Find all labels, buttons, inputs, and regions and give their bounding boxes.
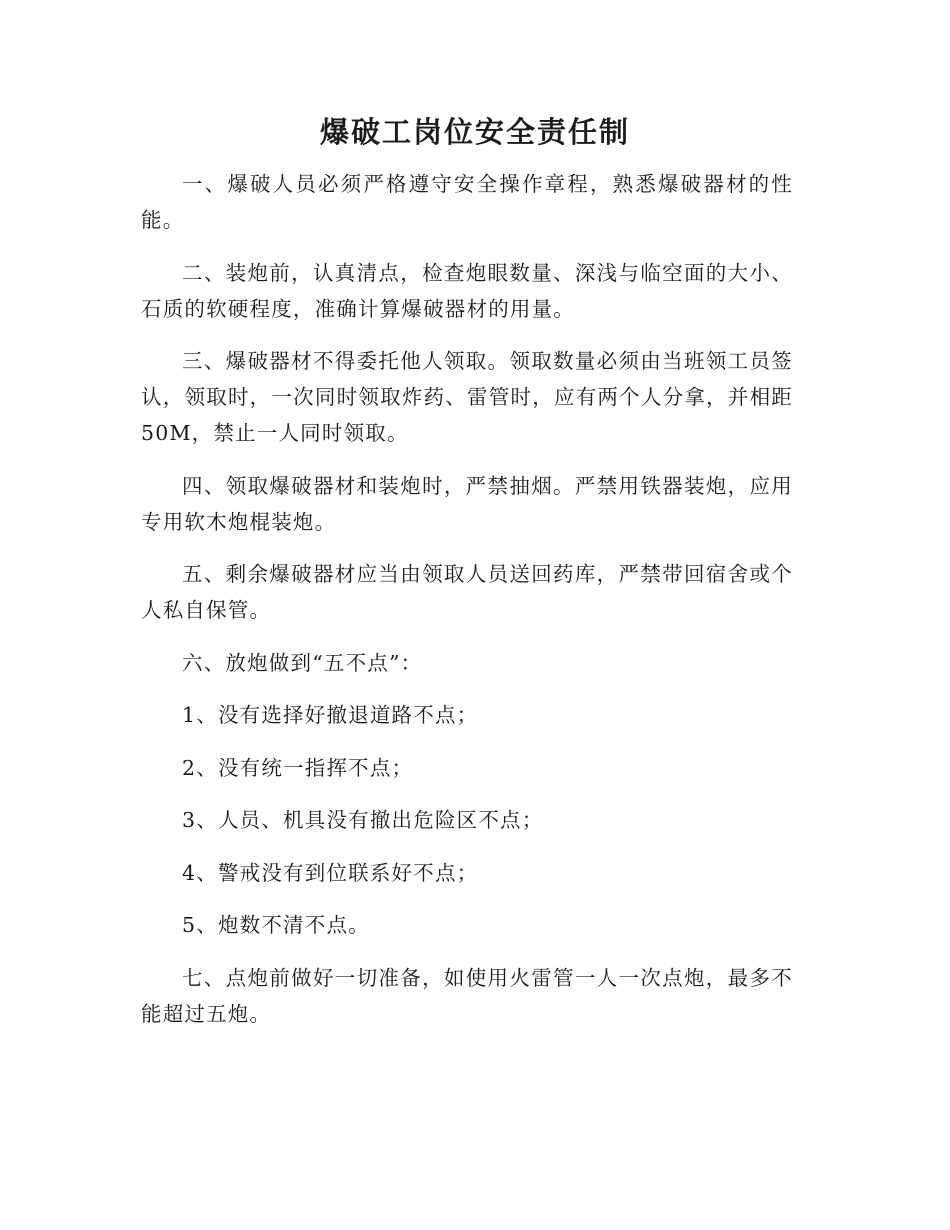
paragraph-3: 三、爆破器材不得委托他人领取。领取数量必须由当班领工员签认，领取时，一次同时领取炸药、雷管时，应有两个人分拿，并相距50M，禁止一人同时领取。 — [141, 349, 793, 445]
document-title: 爆破工岗位安全责任制 — [319, 115, 630, 149]
list-item-1: 1、没有选择好撤退道路不点； — [182, 703, 479, 727]
paragraph-5: 五、剩余爆破器材应当由领取人员送回药库，严禁带回宿舍或个人私自保管。 — [141, 562, 793, 622]
document-body — [141, 166, 793, 1048]
list-item-4: 4、警戒没有到位联系好不点； — [182, 860, 479, 885]
paragraph-1: 一、爆破人员必须严格遵守安全操作章程，熟悉爆破器材的性能。 — [141, 172, 793, 232]
list-item-3: 3、人员、机具没有撤出危险区不点； — [182, 808, 544, 832]
list-item-2: 2、没有统一指挥不点； — [182, 755, 414, 780]
paragraph-4: 四、领取爆破器材和装炮时，严禁抽烟。严禁用铁器装炮，应用专用软木炮棍装炮。 — [141, 473, 793, 534]
paragraph-6: 六、放炮做到“五不点”： — [182, 650, 423, 675]
paragraph-2: 二、装炮前，认真清点，检查炮眼数量、深浅与临空面的大小、石质的软硬程度，准确计算爆破器材的用量。 — [141, 260, 793, 321]
paragraph-7: 七、点炮前做好一切准备，如使用火雷管一人一次点炮，最多不能超过五炮。 — [141, 965, 793, 1026]
list-item-5: 5、炮数不清不点。 — [182, 913, 370, 937]
